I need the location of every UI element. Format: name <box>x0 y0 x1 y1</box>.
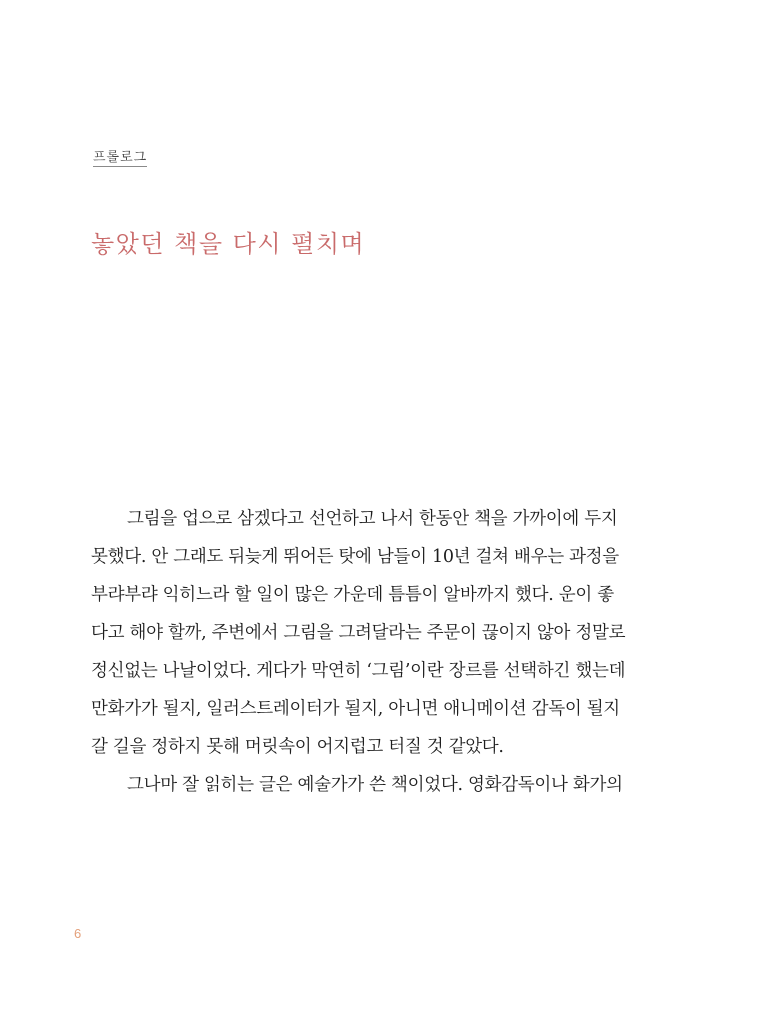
body-line: 그림을 업으로 삼겠다고 선언하고 나서 한동안 책을 가까이에 두지 <box>127 509 618 529</box>
section-label: 프롤로그 <box>93 150 148 165</box>
body-line: 다고 해야 할까, 주변에서 그림을 그려달라는 주문이 끊이지 않아 정말로 <box>91 623 626 643</box>
body-line: 만화가가 될지, 일러스트레이터가 될지, 아니면 애니메이션 감독이 될지 <box>91 699 620 719</box>
page-number: 6 <box>74 926 82 941</box>
body-line: 못했다. 안 그래도 뒤늦게 뛰어든 탓에 남들이 10년 걸쳐 배우는 과정을 <box>91 547 619 567</box>
body-text <box>91 500 681 804</box>
body-line: 부랴부랴 익히느라 할 일이 많은 가운데 틈틈이 알바까지 했다. 운이 좋 <box>91 585 614 605</box>
body-line: 그나마 잘 읽히는 글은 예술가가 쓴 책이었다. 영화감독이나 화가의 <box>127 775 623 795</box>
body-line: 갈 길을 정하지 못해 머릿속이 어지럽고 터질 것 같았다. <box>91 737 504 757</box>
body-line: 정신없는 나날이었다. 게다가 막연히 ‘그림’이란 장르를 선택하긴 했는데 <box>91 661 626 681</box>
chapter-title: 놓았던 책을 다시 펼치며 <box>91 230 366 258</box>
